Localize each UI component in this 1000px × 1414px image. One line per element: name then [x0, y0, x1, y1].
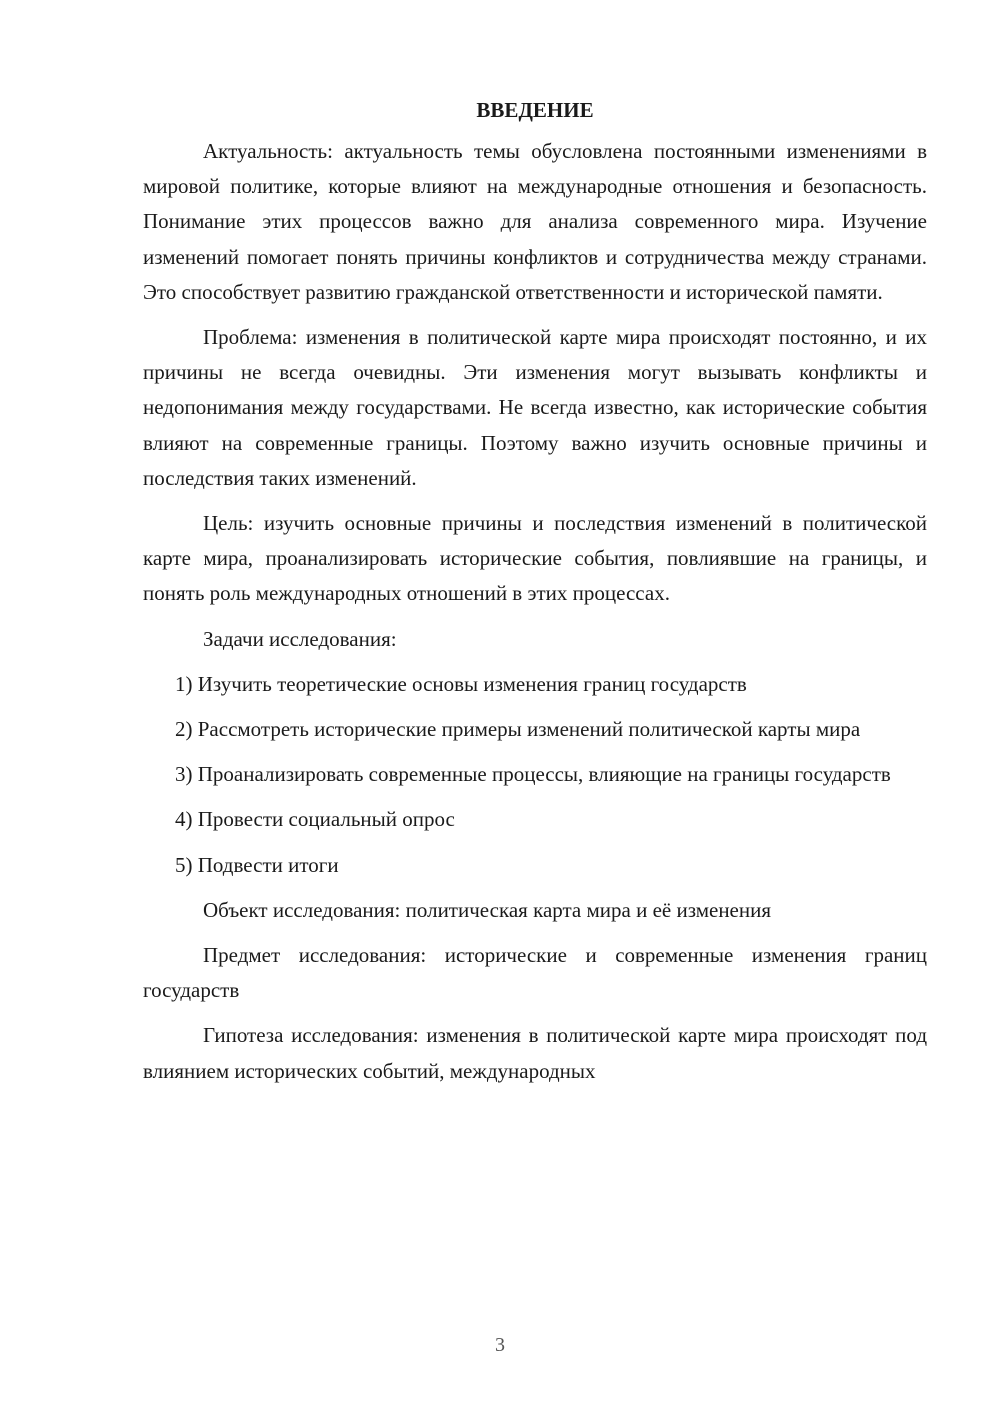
section-title: ВВЕДЕНИЕ — [476, 98, 594, 122]
task-item-2: 2) Рассмотреть исторические примеры изменений политической карты мира — [175, 717, 861, 742]
paragraph-goal: Цель: изучить основные причины и последствия изменений в политической карте мира, проанализировать исторические события, повлиявшие на границы, и понять роль международных отношений в этих процессах. — [143, 511, 927, 606]
paragraph-relevance: Актуальность: актуальность темы обусловлена постоянными изменениями в мировой политике, которые влияют на международные отношения и безопасность. Понимание этих процессов важно для анализа современного мира. Изучение изменений помогает понять причины конфликтов и сотрудничества между странами. Это способствует развитию гражданской ответственности и исторической памяти. — [143, 139, 927, 304]
task-item-5: 5) Подвести итоги — [175, 852, 339, 877]
task-item-3: 3) Проанализировать современные процессы, влияющие на границы государств — [175, 762, 891, 787]
paragraph-hypothesis: Гипотеза исследования: изменения в политической карте мира происходят под влиянием исторических событий, международных — [143, 1023, 927, 1083]
document-body — [143, 96, 927, 1099]
paragraph-problem: Проблема: изменения в политической карте мира происходят постоянно, и их причины не всегда очевидны. Эти изменения могут вызывать конфликты и недопонимания между государствами. Не всегда известно, как исторические события влияют на современные границы. Поэтому важно изучить основные причины и последствия таких изменений. — [143, 325, 927, 490]
page-number: 3 — [495, 1334, 505, 1356]
paragraph-object: Объект исследования: политическая карта мира и её изменения — [203, 897, 772, 922]
task-item-4: 4) Провести социальный опрос — [175, 807, 455, 832]
tasks-heading: Задачи исследования: — [203, 626, 397, 651]
task-item-1: 1) Изучить теоретические основы изменения границ государств — [175, 671, 747, 696]
paragraph-subject: Предмет исследования: исторические и современные изменения границ государств — [143, 943, 927, 1003]
